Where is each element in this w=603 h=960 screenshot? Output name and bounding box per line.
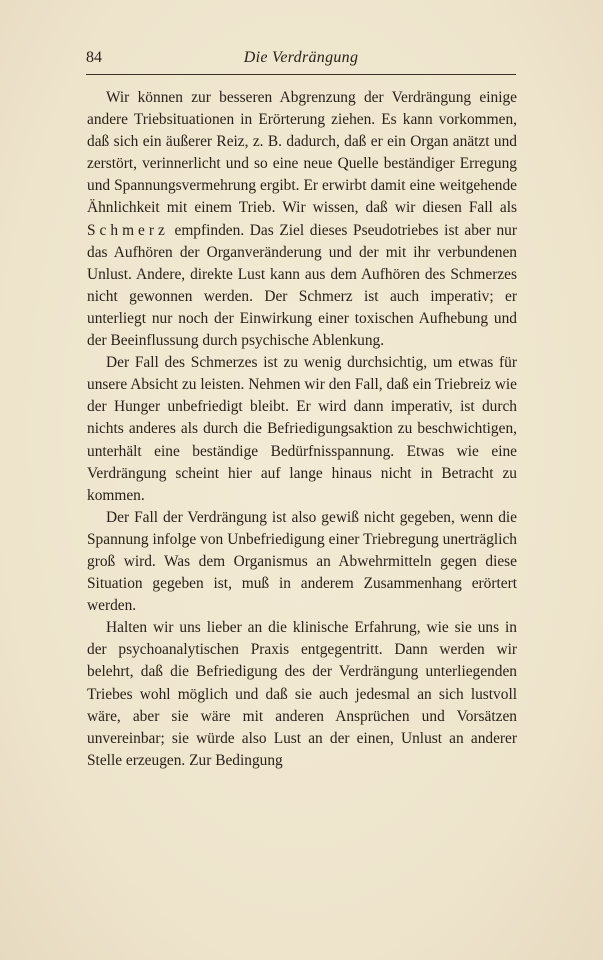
paragraph-text: Wir können zur besseren Abgrenzung der Verdrängung einige andere Triebsituationen in Erörterung ziehen. Es kann vorkommen, daß sich ein äußerer Reiz, z. B. dadurch, daß er ein Organ anätzt und zerstört, verinnerlicht und so eine neue Quelle beständiger Erregung und Spannungsvermehrung ergibt. Er erwirbt damit eine weitgehende Ähnlichkeit mit einem Trieb. Wir wissen, daß wir diesen Fall als — [87, 89, 517, 217]
page-header — [86, 46, 516, 75]
paragraph-text: empfinden. Das Ziel dieses Pseudotriebes ist aber nur das Aufhören der Organveränderung und der mit ihr verbundenen Unlust. Andere, direkte Lust kann aus dem Aufhören des Schmerzes nicht gewonnen werden. Der Schmerz ist auch imperativ; er unterliegt nur noch der Einwirkung einer toxischen Aufhebung und der Beeinflussung durch psychische Ablenkung. — [87, 221, 517, 350]
page-body — [87, 87, 517, 772]
page-number: 84 — [86, 49, 102, 66]
paragraph: Der Fall des Schmerzes ist zu wenig durchsichtig, um etwas für unsere Absicht zu leisten. Nehmen wir den Fall, daß ein Triebreiz wie der Hunger unbefriedigt bleibt. Er wird dann imperativ, ist durch nichts anderes als durch die Befriedigungsaktion zu beschwichtigen, unterhält eine beständige Bedürfnisspannung. Etwas wie eine Verdrängung scheint hier auf lange hinaus nicht in Betracht zu kommen. — [87, 354, 517, 504]
paragraph: Der Fall der Verdrängung ist also gewiß nicht gegeben, wenn die Spannung infolge von Unbefriedigung einer Triebregung unerträglich groß wird. Was dem Organismus an Abwehrmitteln gegen diese Situation gegeben ist, muß in anderem Zusammenhang erörtert werden. — [87, 508, 517, 615]
paragraph — [87, 87, 517, 352]
emphasized-word: Schmerz — [87, 221, 169, 239]
running-title: Die Verdrängung — [243, 49, 359, 66]
paragraph: Halten wir uns lieber an die klinische Erfahrung, wie sie uns in der psychoanalytischen Praxis entgegentritt. Dann werden wir belehrt, daß die Befriedigung des der Verdrängung unterliegenden Triebes wohl möglich und daß sie auch jedesmal an sich lustvoll wäre, aber sie wäre mit anderen Ansprüchen und Vorsätzen unvereinbar; sie würde also Lust an der einen, Unlust an anderer Stelle erzeugen. Zur Bedingung — [87, 619, 517, 769]
